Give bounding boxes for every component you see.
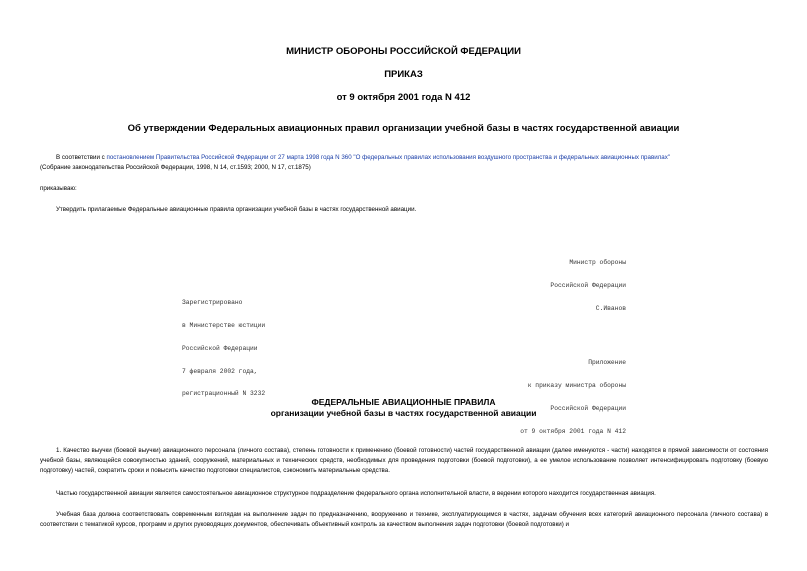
rules-title: ФЕДЕРАЛЬНЫЕ АВИАЦИОННЫЕ ПРАВИЛА	[311, 397, 496, 407]
registration-line: 7 февраля 2002 года,	[182, 367, 258, 375]
signature-line: С.Иванов	[595, 304, 626, 312]
rules-subtitle: организации учебной базы в частях государственной авиации	[270, 408, 537, 418]
registration-block	[182, 284, 265, 413]
signature-line: Российской Федерации	[550, 281, 626, 289]
date-number-heading: от 9 октября 2001 года N 412	[336, 92, 471, 103]
rules-paragraph-1: 1. Качество выучки (боевой выучки) авиационного персонала (личного состава), степень готовности к применению (боевой готовности) частей государственной авиации (далее именуются - части) находятся в прямой зависимости от состояния учебной базы, являющейся совокупностью зданий, сооружений, материальных и технических средств, необходимых для проведения подготовки (боевой подготовки), а ее умелое использование позволяет интенсифицировать подготовку (боевую подготовку) частей, сократить сроки и повысить качество подготовки специалистов, сэкономить материальные средства.	[40, 447, 768, 474]
doc-type-heading: ПРИКАЗ	[384, 69, 423, 80]
preamble-paragraph	[40, 153, 780, 173]
registration-line: Российской Федерации	[182, 344, 258, 352]
rules-paragraph-2: Частью государственной авиации является самостоятельное авиационное структурное подразделение федерального органа исполнительной власти, в ведении которого находится государственная авиация.	[56, 490, 656, 497]
signature-line: Министр обороны	[569, 259, 626, 267]
appendix-line: Российской Федерации	[550, 404, 626, 412]
appendix-line: от 9 октября 2001 года N 412	[520, 427, 626, 435]
registration-line: Зарегистрировано	[182, 299, 243, 307]
approve-paragraph: Утвердить прилагаемые Федеральные авиационные правила организации учебной базы в частях государственной авиации.	[56, 206, 417, 213]
registration-line: регистрационный N 3232	[182, 390, 266, 398]
appendix-line: Приложение	[588, 359, 626, 367]
signature-block	[500, 244, 626, 328]
ministry-heading: МИНИСТР ОБОРОНЫ РОССИЙСКОЙ ФЕДЕРАЦИИ	[286, 46, 521, 57]
preamble-intro: В соответствии с	[56, 154, 107, 161]
registration-line: в Министерстве юстиции	[182, 321, 266, 329]
appendix-line: к приказу министра обороны	[527, 381, 626, 389]
document-title: Об утверждении Федеральных авиационных правил организации учебной базы в частях государственной авиации	[127, 123, 680, 134]
order-word: приказываю:	[40, 185, 77, 192]
government-decree-link[interactable]: постановлением Правительства Российской Федерации от 27 марта 1998 года N 360 "О федеральных правилах использования воздушного пространства и федеральных авиационных правилах"	[106, 154, 671, 161]
rules-paragraph-3: Учебная база должна соответствовать современным взглядам на выполнение задач по предназначению, вооружению и технике, эксплуатирующимся в частях, задачам обучения всех категорий авиационного персонала (личного состава) в соответствии с тематикой курсов, программ и других руководящих документов, обеспечивать объективный контроль за качеством выполнения задач подготовки (боевой подготовки) и	[40, 511, 768, 528]
preamble-rest: (Собрание законодательства Российской Федерации, 1998, N 14, ст.1593; 2000, N 17, ст.1875)	[40, 164, 311, 171]
